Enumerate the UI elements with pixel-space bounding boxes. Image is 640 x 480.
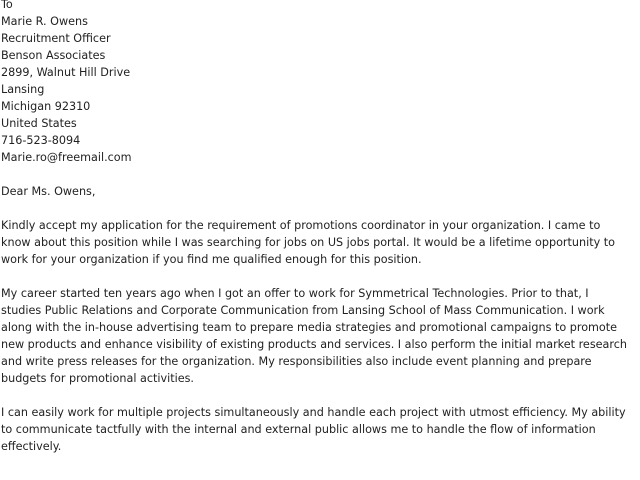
blank-line [1,268,640,285]
recipient-email: Marie.ro@freemail.com [1,151,132,164]
recipient-country: United States [1,117,77,130]
salutation: Dear Ms. Owens, [1,185,96,198]
paragraph-career [1,285,640,387]
recipient-company: Benson Associates [1,49,106,62]
recipient-name: Marie R. Owens [1,15,88,28]
paragraph-line: I can easily work for multiple projects simultaneously and handle each project with utmost efficiency. My ability [1,406,626,419]
paragraph-line: and write press releases for the organization. My responsibilities also include event planning and prepare [1,355,592,368]
recipient-title: Recruitment Officer [1,32,111,45]
paragraph-line: My career started ten years ago when I got an offer to work for Symmetrical Technologies. Prior to that, I [1,287,589,300]
paragraph-line: to communicate tactfully with the internal and external public allows me to handle the flow of information [1,423,596,436]
paragraph-line: along with the in-house advertising team to prepare media strategies and promotional campaigns to promote [1,321,618,334]
blank-line [1,166,640,183]
recipient-state-zip: Michigan 92310 [1,100,91,113]
paragraph-line: Kindly accept my application for the requirement of promotions coordinator in your organization. I came to [1,219,601,232]
paragraph-line: studies Public Relations and Corporate Communication from Lansing School of Mass Communication. I work [1,304,605,317]
paragraph-line: effectively. [1,440,62,453]
paragraph-line: work for your organization if you find me qualified enough for this position. [1,253,422,266]
paragraph-line: new products and enhance visibility of existing products and services. I also perform the initial market research [1,338,627,351]
to-label: To [1,0,13,11]
recipient-city: Lansing [1,83,45,96]
recipient-phone: 716-523-8094 [1,134,81,147]
recipient-street: 2899, Walnut Hill Drive [1,66,131,79]
paragraph-intro [1,217,640,268]
paragraph-skills [1,404,640,455]
blank-line [1,387,640,404]
blank-line [1,200,640,217]
paragraph-line: know about this position while I was searching for jobs on US jobs portal. It would be a lifetime opportunity to [1,236,615,249]
paragraph-line: budgets for promotional activities. [1,372,194,385]
